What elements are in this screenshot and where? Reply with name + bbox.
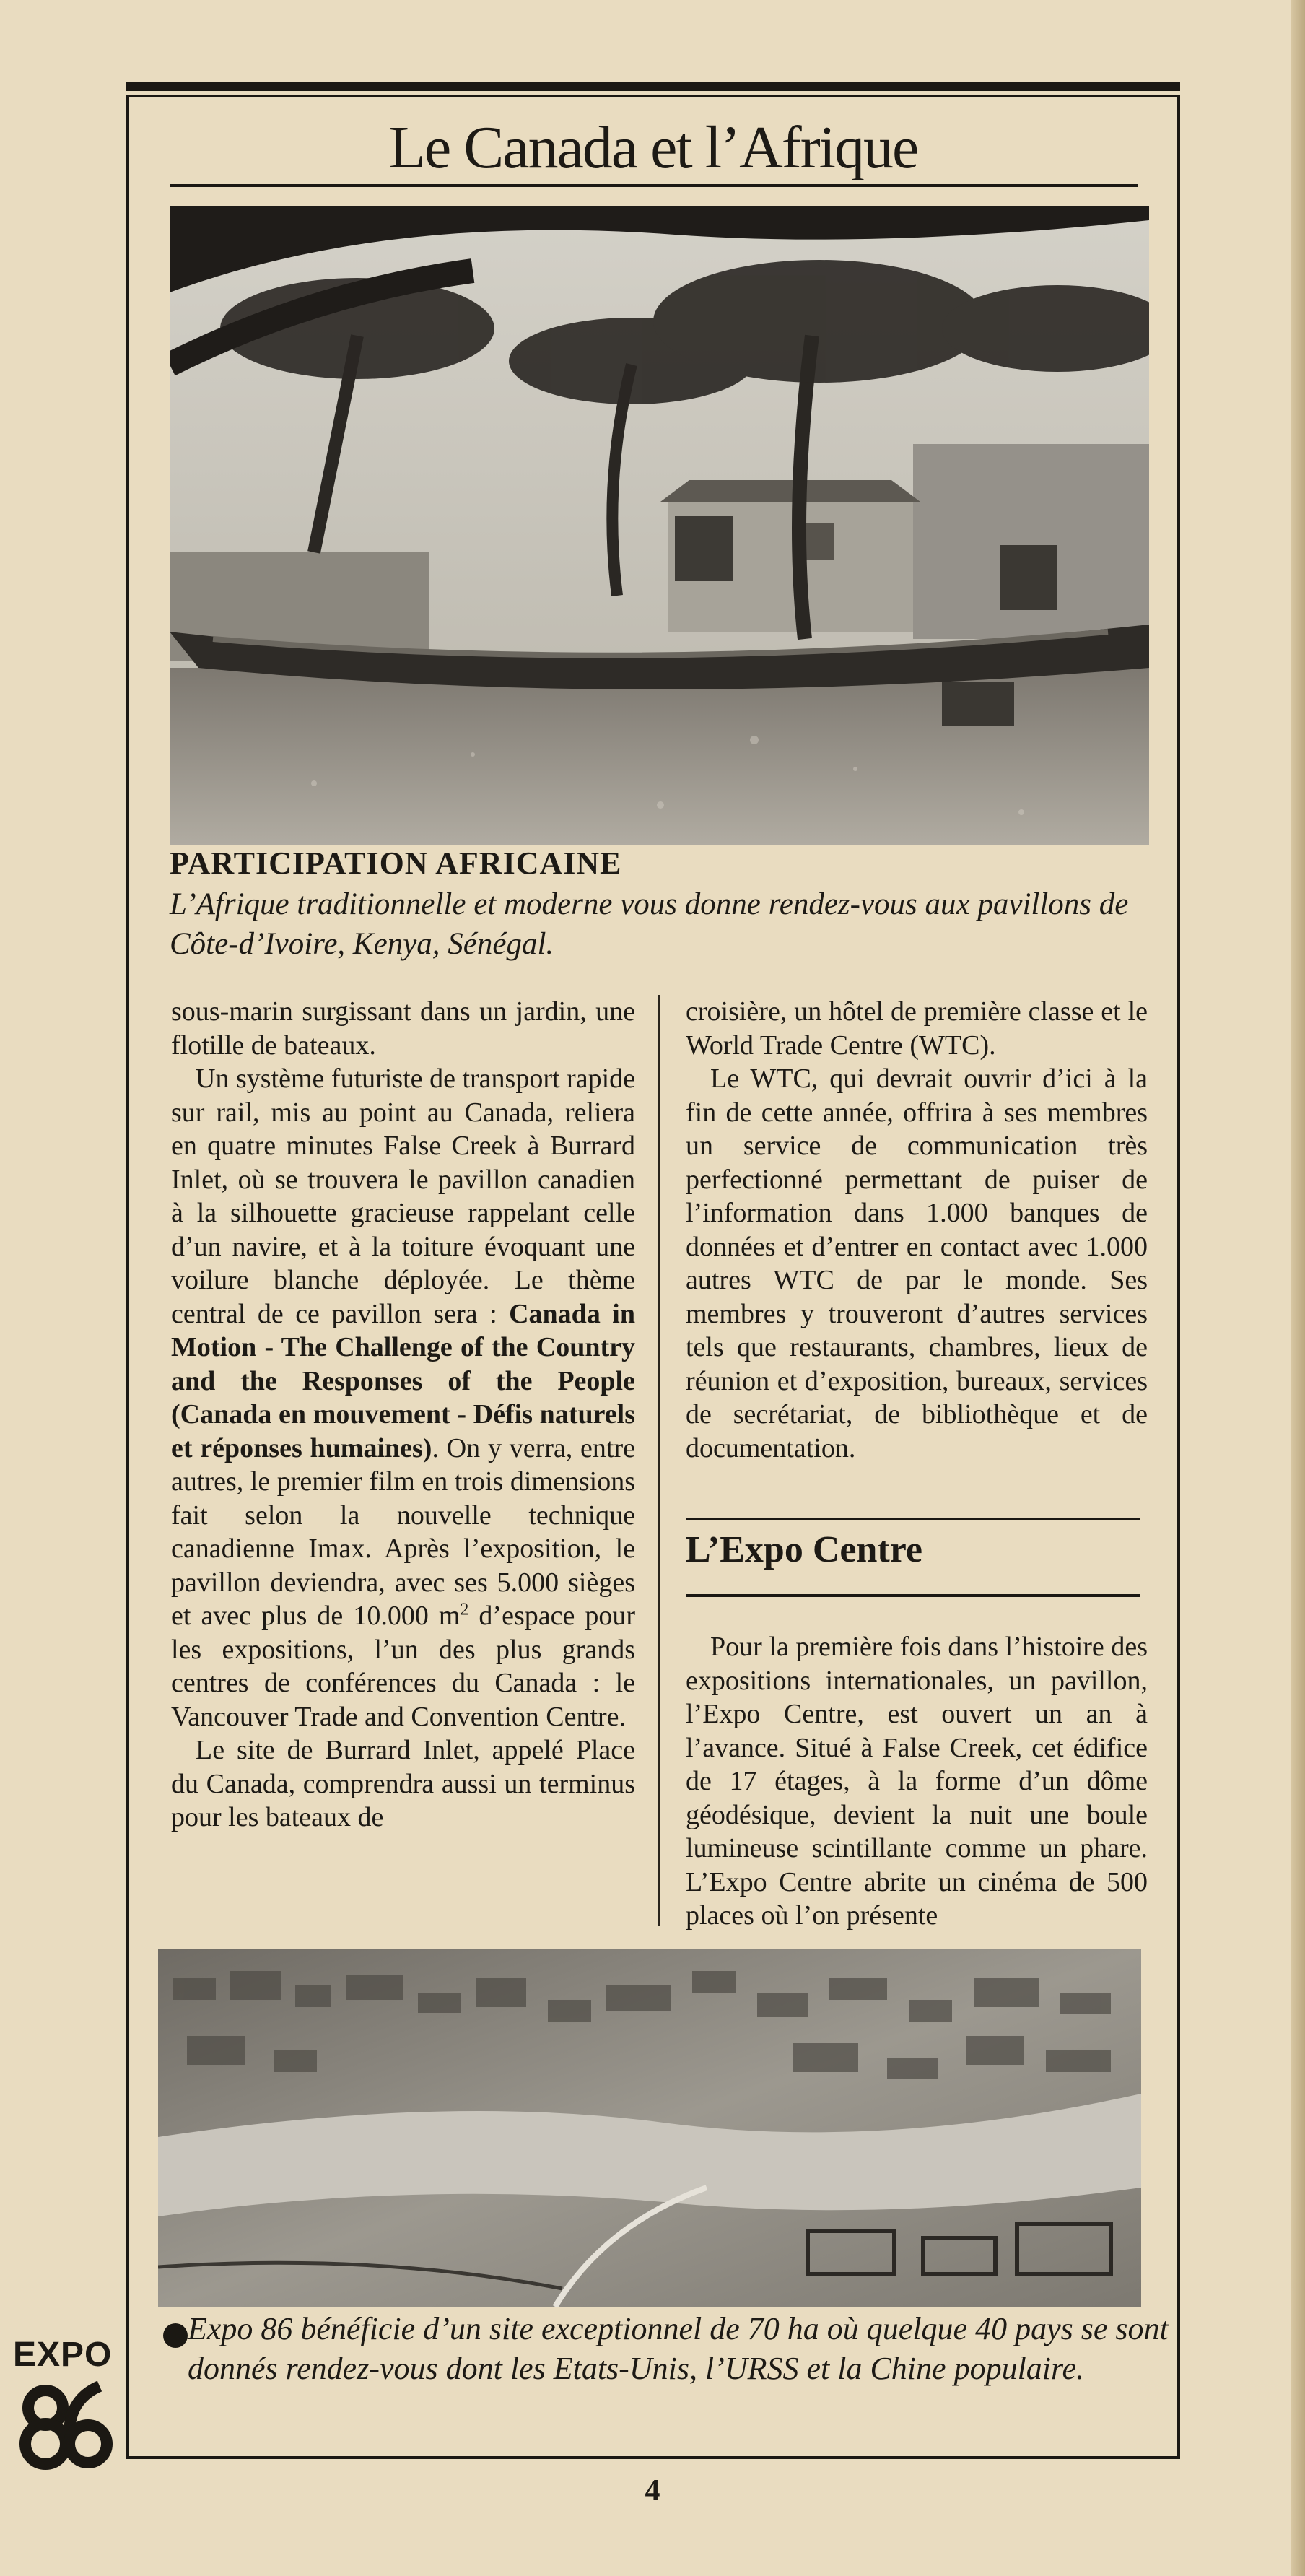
left-paragraph-2 — [171, 1062, 635, 1733]
headline-rule — [170, 184, 1138, 187]
page-edge — [1291, 0, 1305, 2576]
left-paragraph-2-mid: . On y verra, entre autres, le premier film en trois dimensions fait selon la nouvelle technique canadienne Imax. Après l’exposition, le pavillon deviendra, avec ses 5.000 sièges et avec plus de 10.000 m — [171, 1432, 635, 1631]
expo-logo-word: EXPO — [13, 2336, 113, 2374]
left-paragraph-3: Le site de Burrard Inlet, appelé Place du Canada, comprendra aussi un terminus pour les bateaux de — [171, 1735, 635, 1832]
expo-86-logo — [13, 2336, 114, 2466]
column-divider — [658, 995, 660, 1926]
section-title: L’Expo Centre — [686, 1529, 922, 1570]
right-column-top — [686, 995, 1148, 1465]
bullet-icon — [163, 2323, 188, 2348]
page-number: 4 — [645, 2474, 660, 2507]
photo-caption-text: L’Afrique traditionnelle et moderne vous donne rendez-vous aux pavillons de Côte-d’Ivoire, Kenya, Sénégal. — [170, 887, 1129, 961]
photo-african-village — [170, 206, 1149, 845]
expo-86-logo-mark — [13, 2377, 114, 2471]
photo-aerial-site — [158, 1949, 1141, 2307]
pavilion-theme: Canada in Motion - The Challenge of the Country and the Responses of the People (Canada en mouvement - Défis naturels et réponses humaines) — [171, 1298, 635, 1463]
right-paragraph-3: Pour la première fois dans l’histoire des expositions internationales, un pavillon, l’Expo Centre, est ouvert un an à l’avance. Situé à False Creek, cet édifice de 17 étages, à la forme d’un dôme géodésique, devient la nuit une boule lumineuse scintillante comme un phare. L’Expo Centre abrite un cinéma de 500 places où l’on présente — [686, 1632, 1148, 1931]
section-rule-top — [686, 1518, 1140, 1520]
left-paragraph-2-end: d’espace pour les expositions, l’un des plus grands centres de conférences du Canada : le Vancouver Trade and Convention Centre. — [171, 1601, 636, 1732]
headline: Le Canada et l’Afrique — [388, 114, 918, 181]
left-paragraph-2-start: Un système futuriste de transport rapide sur rail, mis au point au Canada, reliera en quatre minutes False Creek à Burrard Inlet, où se trouvera le pavillon canadien à la silhouette gracieuse rappelant celle d’un navire, et à la toiture évoquant une voilure blanche déployée. Le thème central de ce pavillon sera : — [171, 1063, 635, 1329]
square-metre-sup: 2 — [460, 1600, 469, 1619]
right-paragraph-1: croisière, un hôtel de première classe et le World Trade Centre (WTC). — [686, 996, 1148, 1061]
left-paragraph-1: sous-marin surgissant dans un jardin, une flotille de bateaux. — [171, 996, 635, 1061]
right-paragraph-2: Le WTC, qui devrait ouvrir d’ici à la fin de cette année, offrira à ses membres un service de communication très perfectionné permettant de puiser de l’information dans 1.000 banques de données et d’entrer en contact avec 1.000 autres WTC de par le monde. Ses membres y trouveront d’autres services tels que restaurants, chambres, lieux de réunion et d’exposition, bureaux, services de secrétariat, de bibliothèque et de documentation. — [686, 1063, 1148, 1463]
top-rule — [126, 82, 1180, 91]
right-column-bottom — [686, 1630, 1148, 1933]
left-column — [171, 995, 635, 1835]
section-rule-bottom — [686, 1594, 1140, 1597]
aerial-photo-caption: Expo 86 bénéficie d’un site exceptionnel de 70 ha où quelque 40 pays se sont donnés rendez-vous dont les Etats-Unis, l’URSS et la Chine populaire. — [188, 2311, 1169, 2386]
photo-caption-heading: PARTICIPATION AFRICAINE — [170, 845, 622, 881]
